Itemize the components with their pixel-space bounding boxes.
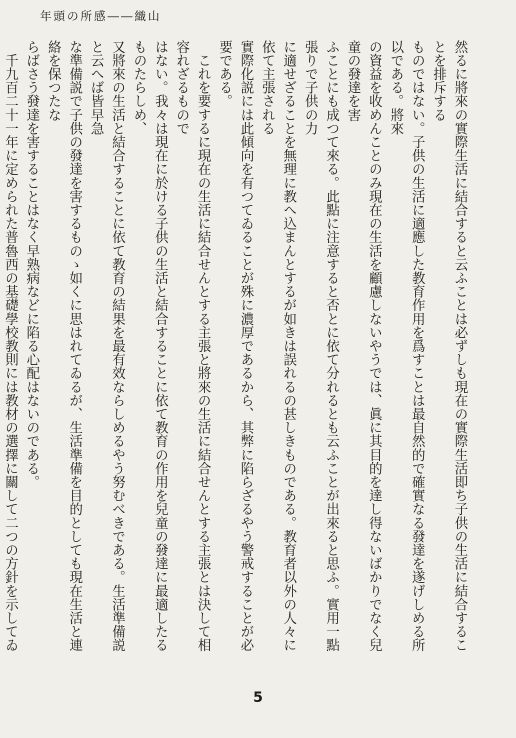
page-number: 5 bbox=[253, 690, 263, 706]
text-column: 實際化説には此傾向を有つてゐることが殊に濃厚であるから、其弊に陷らざるやう警戒することが必要である。 bbox=[216, 40, 253, 652]
body-text bbox=[2, 40, 470, 660]
text-column: ふことにも成つて來る。此點に注意すると否とに依て分れるとも云ふことが出來ると思ふ。實用一點張りで子供の力 bbox=[302, 40, 339, 652]
text-column: らばさう發達を害することはなく早熟病などに陷る心配はないのである。 bbox=[23, 40, 39, 489]
text-column: な準備説で子供の發達を害するものゝ如くに思はれてゐるが、生活準備を目的としても現在生活と連絡を保つたな bbox=[45, 40, 82, 652]
text-column: 又將來の生活と結合することに依て教育の結果を最有效ならしめるやう努むべきである。生活準備説と云へば皆早急 bbox=[88, 40, 125, 652]
text-column: これを要するに現在の生活に結合せんとする主張と將來の生活に結合せんとする主張とは決して相容れざるもので bbox=[173, 40, 211, 652]
text-column: 千九百二十一年に定められた普魯西の基礎學校教則には教材の選擇に關して二つの方針を示してゐ bbox=[2, 53, 18, 652]
text-column: の資益を收めんことのみ現在の生活を顧慮しないやうでは、眞に其目的を達し得ないばかりでなく兒童の發達を害 bbox=[344, 40, 382, 652]
text-column: ものではない。子供の生活に適應した教育作用を爲すことは最自然的で確實なる發達を遂げしめる所以である。將來 bbox=[387, 40, 425, 652]
running-head: 年頭の所感――織山 bbox=[40, 9, 162, 23]
text-column: に適せざることを無理に教へ込まんとするが如きは誤れるの甚しきものである。教育者以外の人々に依て主張される bbox=[259, 40, 296, 652]
text-column: 然るに將來の實際生活に結合すると云ふことは必ずしも現在の實際生活即ち子供の生活に結合することを排斥する bbox=[430, 40, 467, 652]
text-column: はない。我々は現在に於ける子供の生活と結合することに依て教育の作用を兒童の發達に最適したるものたらしめ、 bbox=[130, 40, 168, 652]
